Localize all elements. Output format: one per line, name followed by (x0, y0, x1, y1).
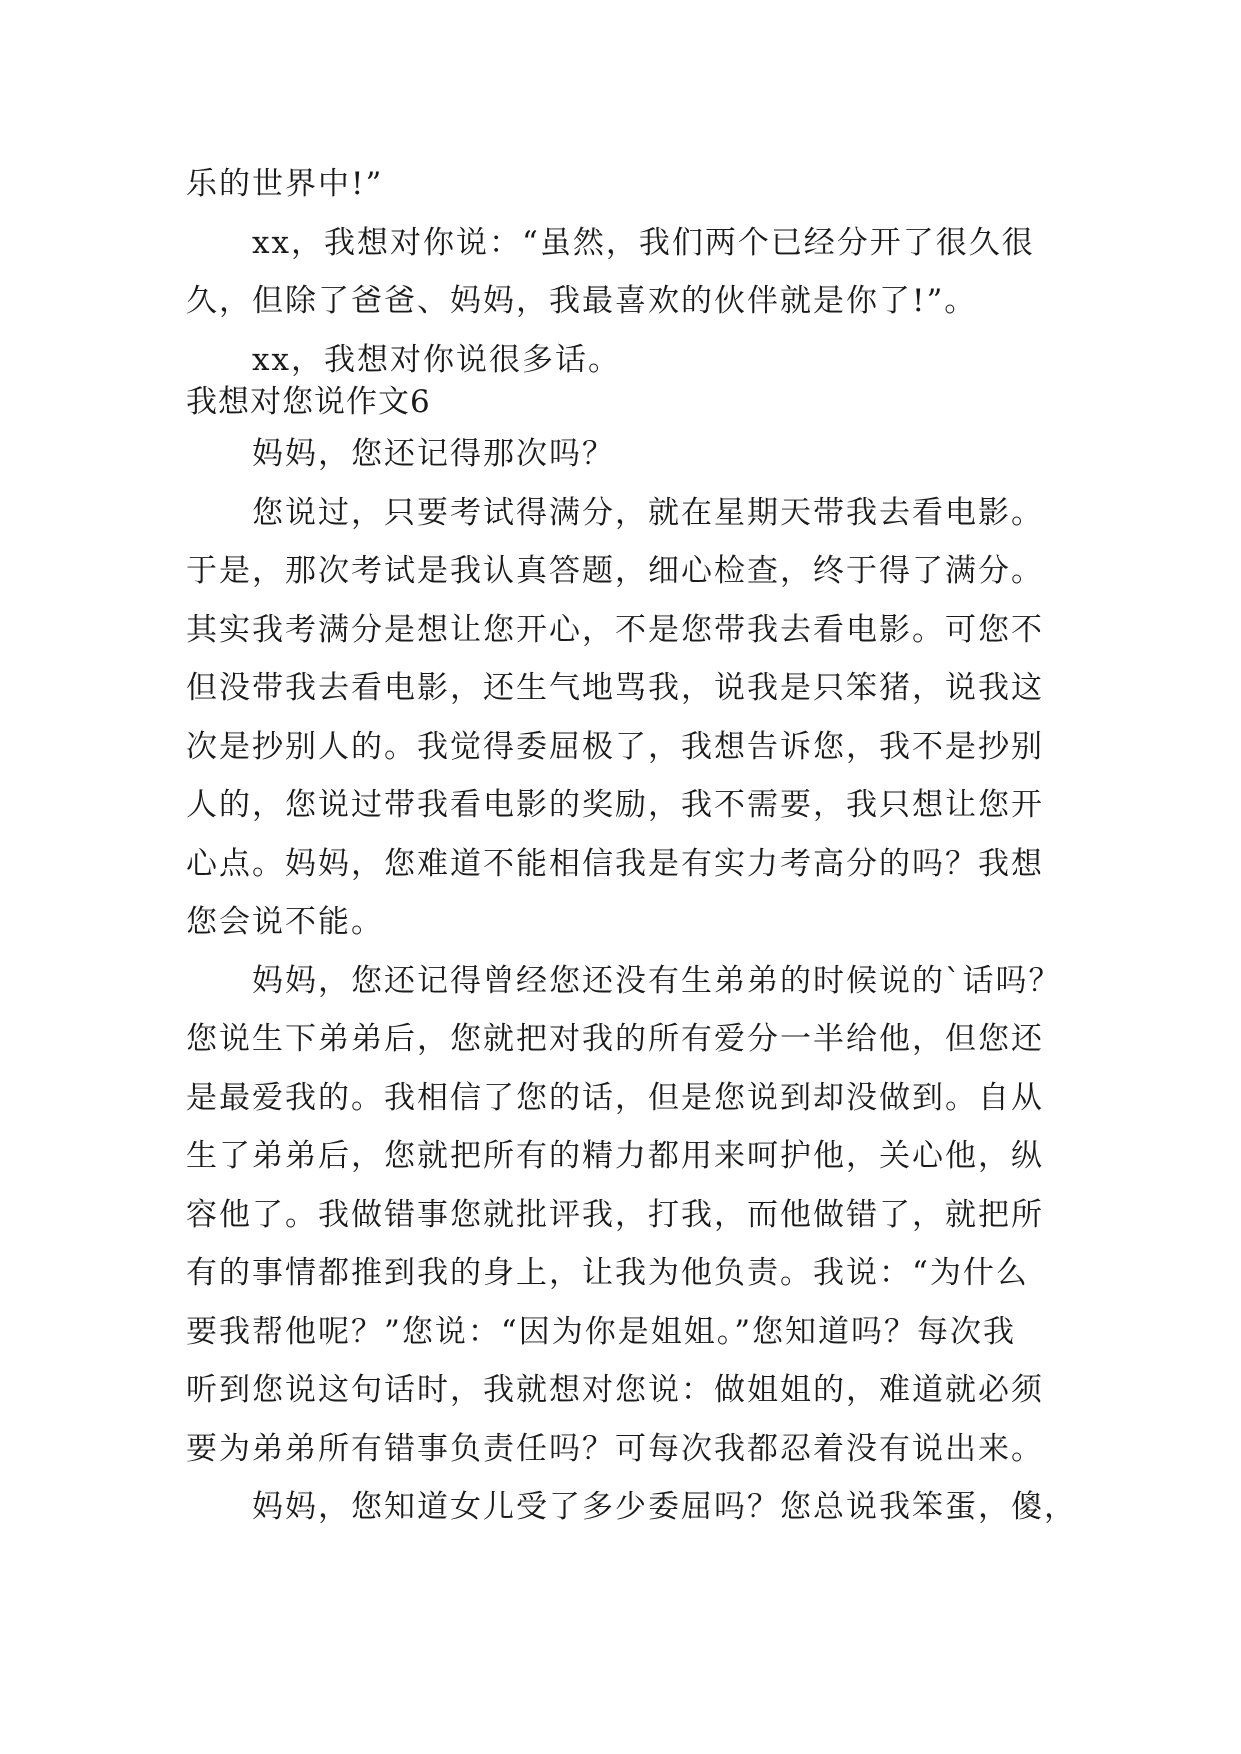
text-line: 是最爱我的。我相信了您的话，但是您说到却没做到。自从 (186, 1079, 1044, 1116)
text-line: 要为弟弟所有错事负责任吗？可每次我都忍着没有说出来。 (186, 1430, 1044, 1467)
text-line: 于是，那次考试是我认真答题，细心检查，终于得了满分。 (186, 553, 1044, 589)
text-line: 您说过，只要考试得满分，就在星期天带我去看电影。 (252, 494, 1044, 531)
text-line: 听到您说这句话时，我就想对您说：做姐姐的，难道就必须 (186, 1372, 1044, 1408)
text-line: 有的事情都推到我的身上，让我为他负责。我说：“为什么 (186, 1255, 1029, 1291)
text-line: 次是抄别人的。我觉得委屈极了，我想告诉您，我不是抄别 (186, 728, 1044, 765)
text-line: 但没带我去看电影，还生气地骂我，说我是只笨猪，说我这 (186, 670, 1044, 706)
text-line: 妈妈，您还记得曾经您还没有生弟弟的时候说的`话吗？ (252, 962, 1062, 999)
text-line: 乐的世界中!” (186, 166, 384, 202)
text-line: 要我帮他呢？”您说：“因为你是姐姐。”您知道吗？每次我 (186, 1313, 1017, 1350)
text-line: 心点。妈妈，您难道不能相信我是有实力考高分的吗？我想 (186, 845, 1044, 882)
text-line: 妈妈，您还记得那次吗？ (252, 436, 615, 472)
text-line: xx，我想对你说：“虽然，我们两个已经分开了很久很 (252, 224, 1035, 261)
text-line: 生了弟弟后，您就把所有的精力都用来呵护他，关心他，纵 (186, 1138, 1044, 1174)
essay-body (186, 155, 1077, 1537)
text-line: 您说生下弟弟后，您就把对我的所有爱分一半给他，但您还 (186, 1021, 1044, 1057)
essay-heading: 我想对您说作文6 (186, 384, 431, 420)
text-line: xx，我想对你说很多话。 (252, 341, 621, 378)
text-line: 人的，您说过带我看电影的奖励，我不需要，我只想让您开 (186, 787, 1044, 823)
text-line: 您会说不能。 (186, 904, 384, 940)
text-line: 久，但除了爸爸、妈妈，我最喜欢的伙伴就是你了!”。 (186, 283, 978, 319)
text-line: 其实我考满分是想让您开心，不是您带我去看电影。可您不 (186, 611, 1044, 648)
text-line: 妈妈，您知道女儿受了多少委屈吗？您总说我笨蛋，傻， (252, 1489, 1077, 1525)
text-line: 容他了。我做错事您就批评我，打我，而他做错了，就把所 (186, 1196, 1044, 1233)
